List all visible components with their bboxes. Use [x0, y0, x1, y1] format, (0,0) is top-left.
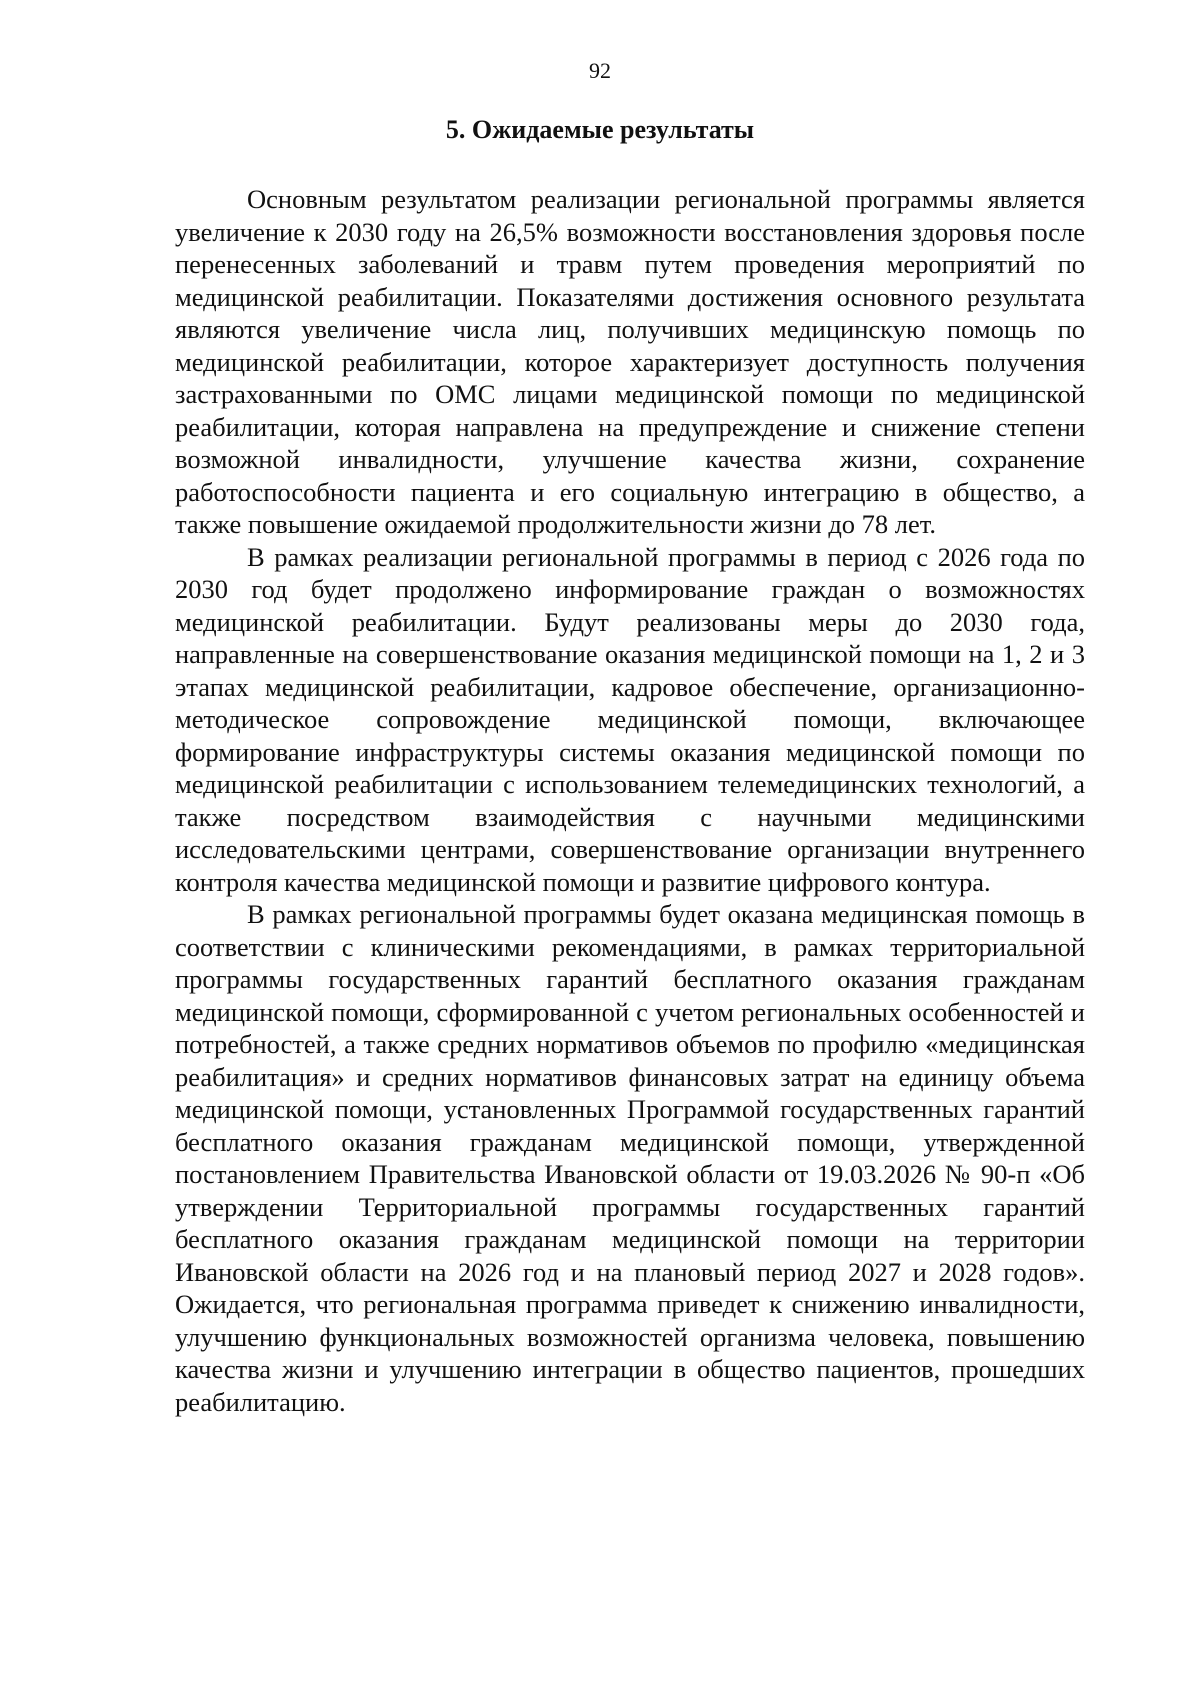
paragraph-program-measures: В рамках реализации региональной программы в период с 2026 года по 2030 год будет продолжено информирование граждан о возможностях медицинской реабилитации. Будут реализованы меры до 2030 года, направленные на совершенствование оказания медицинской помощи на 1, 2 и 3 этапах медицинской реабилитации, кадровое обеспечение, организационно-методическое сопровождение медицинской помощи, включающее формирование инфраструктуры системы оказания медицинской помощи по медицинской реабилитации с использованием телемедицинских технологий, а также посредством взаимодействия с научными медицинскими исследовательскими центрами, совершенствование организации внутреннего контроля качества медицинской помощи и развитие цифрового контура. — [175, 541, 1085, 897]
paragraph-medical-care: В рамках региональной программы будет оказана медицинская помощь в соответствии с клиническими рекомендациями, в рамках территориальной программы государственных гарантий бесплатного оказания гражданам медицинской помощи, сформированной с учетом региональных особенностей и потребностей, а также средних нормативов объемов по профилю «медицинская реабилитация» и средних нормативов финансовых затрат на единицу объема медицинской помощи, установленных Программой государственных гарантий бесплатного оказания гражданам медицинской помощи, утвержденной постановлением Правительства Ивановской области от 19.03.2026 № 90-п «Об утверждении Территориальной программы государственных гарантий бесплатного оказания гражданам медицинской помощи на территории Ивановской области на 2026 год и на плановый период 2027 и 2028 годов». Ожидается, что региональная программа приведет к снижению инвалидности, улучшению функциональных возможностей организма человека, повышению качества жизни и улучшению интеграции в общество пациентов, прошедших реабилитацию. — [175, 899, 1085, 1417]
body-text — [175, 183, 1085, 1418]
section-title: 5. Ожидаемые результаты — [445, 115, 755, 144]
paragraph-expected-results: Основным результатом реализации региональной программы является увеличение к 2030 году на 26,5% возможности восстановления здоровья после перенесенных заболеваний и травм путем проведения мероприятий по медицинской реабилитации. Показателями достижения основного результата являются увеличение числа лиц, получивших медицинскую помощь по медицинской реабилитации, которое характеризует доступность получения застрахованными по ОМС лицами медицинской помощи по медицинской реабилитации, которая направлена на предупреждение и снижение степени возможной инвалидности, улучшение качества жизни, сохранение работоспособности пациента и его социальную интеграцию в общество, а также повышение ожидаемой продолжительности жизни до 78 лет. — [175, 184, 1085, 539]
page-number: 92 — [589, 58, 611, 83]
